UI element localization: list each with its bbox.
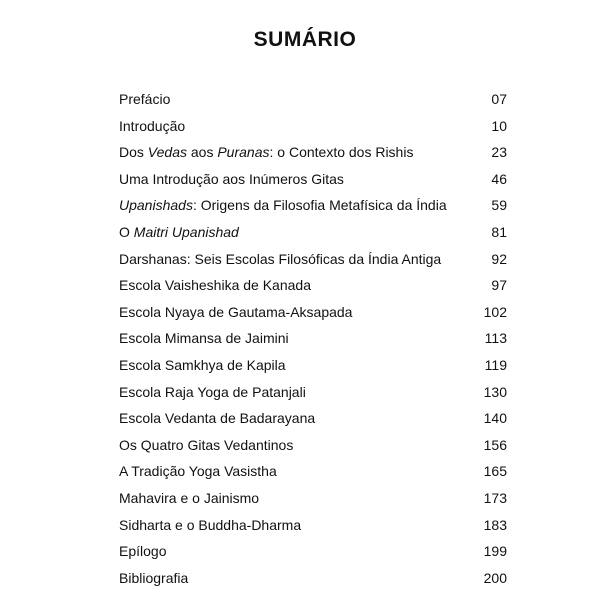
toc-page-number: 46 [491, 170, 507, 187]
toc-entry-title [119, 382, 477, 402]
toc-entry-title [119, 169, 477, 189]
toc-entry [119, 382, 507, 409]
toc-entry [119, 222, 507, 249]
toc-entry [119, 541, 507, 568]
toc-page-number: 23 [491, 144, 507, 161]
toc-page-number: 165 [483, 463, 507, 480]
toc-title-segment: Sidharta e o Buddha-Dharma [119, 516, 302, 533]
toc-title-segment: Escola Vaisheshika de Kanada [119, 277, 311, 294]
toc-entry [119, 302, 507, 329]
toc-entry [119, 328, 507, 355]
toc-page-number: 113 [484, 330, 507, 347]
toc-entry-title [119, 142, 477, 162]
toc-entry [119, 408, 507, 435]
toc-entry-title [119, 249, 477, 269]
toc-title-italic-segment: Vedas [147, 144, 187, 161]
toc-entry-title [119, 222, 477, 242]
toc-entry-title [119, 488, 477, 508]
toc-page-number: 130 [483, 383, 507, 400]
toc-entry-title [119, 568, 477, 588]
table-of-contents [119, 89, 507, 594]
toc-title-segment: Escola Vedanta de Badarayana [119, 410, 316, 427]
toc-entry-title [119, 515, 477, 535]
toc-entry [119, 195, 507, 222]
toc-page-number: 200 [483, 569, 507, 586]
toc-page-number: 183 [483, 516, 507, 533]
toc-entry-title [119, 275, 477, 295]
toc-title-italic-segment: Upanishads [119, 197, 193, 214]
toc-entry [119, 568, 507, 595]
toc-title-segment: O [119, 223, 134, 240]
toc-entry [119, 142, 507, 169]
toc-title-segment: Introdução [119, 117, 186, 134]
toc-title-segment: Escola Mimansa de Jaimini [119, 330, 289, 347]
toc-title-segment: A Tradição Yoga Vasistha [119, 463, 277, 480]
toc-entry-title [119, 461, 477, 481]
toc-entry-title [119, 195, 477, 215]
toc-entry [119, 89, 507, 116]
toc-title-italic-segment: Puranas [217, 144, 270, 161]
toc-entry-title [119, 408, 477, 428]
toc-page-number: 92 [491, 250, 507, 267]
toc-title-segment: Uma Introdução aos Inúmeros Gitas [119, 170, 344, 187]
toc-title-segment: Escola Raja Yoga de Patanjali [119, 383, 306, 400]
toc-page-number: 173 [483, 489, 507, 506]
toc-entry-title [119, 435, 477, 455]
toc-page-number: 10 [491, 117, 507, 134]
toc-title-segment: Os Quatro Gitas Vedantinos [119, 436, 294, 453]
toc-entry [119, 169, 507, 196]
toc-title-segment: Escola Samkhya de Kapila [119, 356, 286, 373]
toc-entry [119, 435, 507, 462]
toc-title-segment: : o Contexto dos Rishis [269, 144, 414, 161]
toc-page-number: 97 [491, 277, 507, 294]
toc-page-number: 59 [491, 197, 507, 214]
toc-title-segment: : Origens da Filosofia Metafísica da Índia [192, 197, 447, 214]
toc-title-segment: Escola Nyaya de Gautama-Aksapada [119, 303, 353, 320]
toc-page-number: 156 [483, 436, 507, 453]
toc-entry-title [119, 328, 477, 348]
toc-entry [119, 488, 507, 515]
toc-entry-title [119, 355, 477, 375]
toc-entry-title [119, 541, 477, 561]
page-title: SUMÁRIO [253, 28, 357, 51]
toc-entry [119, 461, 507, 488]
toc-page-number: 102 [483, 303, 507, 320]
toc-title-italic-segment: Maitri Upanishad [133, 223, 239, 240]
toc-entry [119, 275, 507, 302]
toc-title-segment: Dos [119, 144, 148, 161]
toc-entry [119, 355, 507, 382]
toc-entry [119, 515, 507, 542]
toc-entry-title [119, 302, 477, 322]
toc-page-number: 81 [491, 223, 507, 240]
toc-title-segment: Bibliografia [119, 569, 189, 586]
toc-title-segment: Darshanas: Seis Escolas Filosóficas da Índia Antiga [119, 250, 442, 267]
toc-title-segment: Prefácio [119, 91, 171, 107]
toc-entry-title [119, 116, 477, 136]
toc-title-segment: Mahavira e o Jainismo [119, 489, 260, 506]
toc-entry [119, 116, 507, 143]
toc-title-segment: aos [186, 144, 218, 161]
toc-title-segment: Epílogo [119, 543, 167, 560]
toc-page-number: 07 [491, 91, 507, 107]
toc-entry-title [119, 89, 477, 109]
toc-page-number: 199 [483, 543, 507, 560]
toc-entry [119, 249, 507, 276]
toc-page-number: 119 [484, 356, 507, 373]
toc-page-number: 140 [483, 410, 507, 427]
